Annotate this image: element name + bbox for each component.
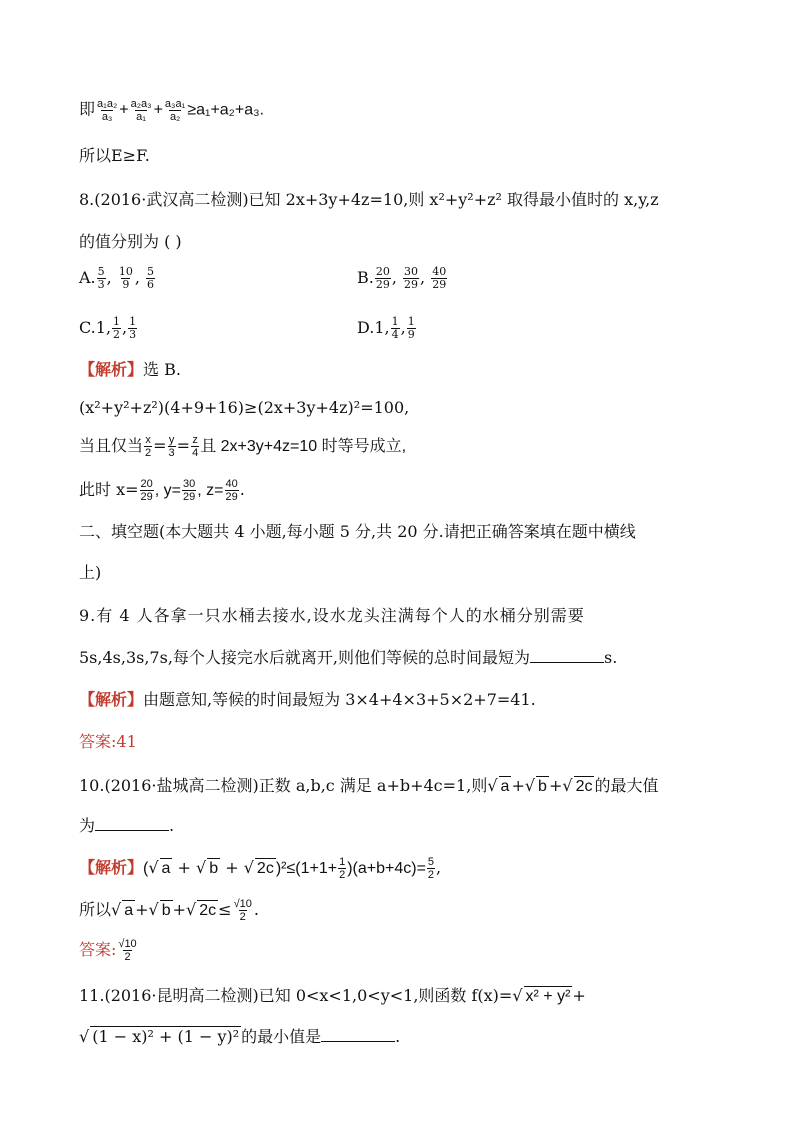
answer-blank: [321, 1027, 395, 1042]
fraction: [146, 266, 155, 291]
numerator: z: [192, 434, 198, 446]
numerator: x: [145, 434, 151, 446]
radical-sign: √: [79, 1027, 90, 1046]
denominator: 4: [391, 328, 399, 341]
fraction: [117, 938, 137, 963]
denominator: 3: [129, 328, 137, 341]
q10-conclusion-line: 所以√ a +√ b +√ 2c ≤ $\frac{√10}{2}$ .: [79, 898, 259, 923]
radical-sign: √: [562, 776, 573, 795]
fraction: [403, 266, 419, 291]
fraction: [182, 478, 196, 503]
q8-step3: [79, 478, 245, 503]
denominator: 2: [427, 869, 435, 881]
radicand: a: [161, 860, 171, 877]
denominator: 2: [239, 911, 246, 923]
analysis-tag: 【解析】: [79, 858, 144, 877]
text: .: [253, 900, 259, 919]
text: 此时 x=: [79, 480, 139, 499]
analysis-text: 由题意知,等候的时间最短为 3×4+4×3+5×2+7=41.: [143, 690, 536, 709]
q11-stem-line1: [79, 986, 586, 1007]
q9-stem-line1: 9.有 4 人各拿一只水桶去接水,设水龙头注满每个人的水桶分别需要: [79, 606, 585, 625]
option-label: C.1,: [79, 318, 112, 337]
eq: =: [176, 436, 191, 455]
fraction: [112, 316, 121, 341]
denominator: a₃: [101, 111, 113, 123]
numerator: 30: [183, 478, 196, 490]
fraction: [164, 98, 186, 123]
denominator: a₂: [169, 111, 181, 123]
numerator: 20: [375, 265, 390, 278]
numerator: 30: [404, 265, 419, 278]
option-label: B.: [357, 268, 374, 287]
fraction: [338, 856, 346, 881]
numerator: a₁a₂: [97, 98, 118, 110]
radical-sign: √: [186, 900, 197, 919]
answer-text: 答案:41: [79, 732, 137, 751]
radicand: b: [209, 860, 219, 877]
radicand: 2c: [256, 860, 274, 877]
denominator: 29: [432, 278, 447, 291]
q10-answer: [79, 938, 139, 963]
fraction: [233, 898, 253, 923]
denominator: 2: [145, 447, 152, 459]
numerator: 10: [118, 265, 133, 278]
text: )(a+b+4c)=: [347, 860, 426, 877]
numerator: 1: [407, 315, 415, 328]
fraction: [391, 316, 400, 341]
fraction: [130, 98, 153, 123]
denominator: 2: [339, 869, 346, 881]
denominator: 6: [147, 278, 155, 291]
numerator: √10: [118, 938, 137, 950]
sep: ,: [420, 268, 426, 287]
numerator: 1: [391, 315, 399, 328]
numerator: √10: [233, 898, 252, 910]
radical-sign: √: [148, 858, 159, 877]
denominator: 3: [168, 447, 175, 459]
text: 且 2x+3y+4z=10 时等号成立,: [200, 438, 407, 455]
radical-sign: √: [111, 900, 122, 919]
text: s.: [604, 648, 618, 667]
denominator: 29: [375, 278, 390, 291]
fraction: [407, 316, 416, 341]
text: .: [239, 480, 245, 499]
sep: ,: [391, 268, 397, 287]
numerator: 20: [140, 478, 153, 490]
tail-text: ≥a₁+a₂+a₃.: [187, 101, 265, 119]
text: ,: [436, 858, 442, 877]
answer-blank: [530, 648, 604, 663]
text: ≤: [218, 900, 232, 919]
text: 10.(2016·盐城高二检测)正数 a,b,c 满足 a+b+4c=1,则: [79, 776, 488, 795]
denominator: 2: [113, 328, 121, 341]
denominator: 4: [192, 447, 199, 459]
text: .: [169, 816, 175, 835]
answer-text: 选 B.: [143, 360, 181, 379]
denominator: a₁: [136, 111, 146, 123]
text: 的最大值: [594, 776, 659, 795]
sep: ,: [106, 268, 112, 287]
sep: ,: [134, 268, 140, 287]
numerator: 1: [339, 856, 346, 868]
q9-analysis-line: [79, 690, 536, 710]
text: )²≤(1+1+: [275, 860, 338, 877]
denominator: 2: [124, 951, 131, 963]
q9-stem-line2: [79, 648, 617, 668]
plus: +: [119, 101, 129, 119]
prefix-text: 即: [79, 101, 96, 119]
denominator: 29: [404, 278, 419, 291]
text: (: [143, 860, 149, 877]
option-label: D.1,: [357, 318, 390, 337]
q10-stem-line1: 10.(2016·盐城高二检测)正数 a,b,c 满足 a+b+4c=1,则√ a +√ b +√ 2c 的最大值: [79, 776, 659, 795]
radicand: a: [124, 902, 134, 919]
conclusion-line: 所以E≥F.: [79, 146, 150, 165]
radical-sign: √: [487, 776, 498, 795]
q8-option-c: [79, 316, 138, 341]
radical-sign: √: [196, 858, 207, 877]
radicand: x² + y²: [525, 988, 571, 1005]
q9-answer: [79, 732, 137, 752]
numerator: a₂a₃: [130, 98, 152, 110]
text: 所以: [79, 900, 112, 919]
q8-option-d: [357, 316, 417, 341]
option-label: A.: [79, 268, 96, 287]
sep: ,: [122, 318, 128, 337]
fraction: [427, 856, 435, 881]
fraction: [168, 434, 176, 459]
analysis-tag: 【解析】: [79, 690, 144, 709]
numerator: 40: [225, 478, 238, 490]
radical-sign: √: [243, 858, 254, 877]
radicand: b: [161, 902, 171, 919]
numerator: 5: [427, 856, 435, 868]
radicand: 2c: [575, 778, 593, 795]
fraction: [431, 266, 447, 291]
answer-blank: [95, 816, 169, 831]
analysis-tag: 【解析】: [79, 360, 144, 379]
denominator: 29: [183, 491, 196, 503]
q10-stem-line2: [79, 816, 174, 836]
q8-stem-line1: 8.(2016·武汉高二检测)已知 2x+3y+4z=10,则 x²+y²+z² 取得最小值时的 x,y,z: [79, 190, 659, 209]
fraction: [140, 478, 154, 503]
numerator: a₃a₁: [164, 98, 186, 110]
inequality-line: [79, 98, 264, 123]
denominator: 3: [97, 278, 105, 291]
numerator: 1: [113, 315, 121, 328]
text: +: [572, 986, 586, 1005]
text: 11.(2016·昆明高二检测)已知 0<x<1,0<y<1,则函数 f(x)=: [79, 986, 513, 1005]
q11-stem-line2: [79, 1026, 400, 1047]
radical-sign: √: [524, 776, 536, 795]
text: 为: [79, 816, 96, 835]
answer-label: 答案:: [79, 940, 117, 959]
denominator: 29: [140, 491, 153, 503]
section-heading-line1: 二、填空题(本大题共 4 小题,每小题 5 分,共 20 分.请把正确答案填在题中横线: [79, 522, 636, 541]
plus: +: [153, 101, 163, 119]
q8-option-a: [79, 266, 156, 291]
fraction: [225, 478, 239, 503]
eq: =: [153, 436, 167, 455]
q8-step2: [79, 434, 406, 459]
text: , z=: [197, 482, 224, 499]
fraction: [96, 98, 118, 123]
numerator: 5: [147, 265, 155, 278]
radicand: b: [538, 778, 547, 795]
radicand: a: [500, 778, 510, 795]
radical-sign: √: [148, 900, 159, 919]
q8-analysis-line: [79, 360, 181, 380]
numerator: 40: [432, 265, 447, 278]
text: , y=: [154, 482, 182, 499]
denominator: 29: [225, 491, 238, 503]
denominator: 9: [407, 328, 415, 341]
text: 当且仅当: [79, 436, 144, 455]
fraction: [128, 316, 137, 341]
radicand: 2c: [199, 902, 217, 919]
text: .: [395, 1027, 401, 1046]
sep: ,: [400, 318, 406, 337]
radicand: (1 − x)² + (1 − y)²: [92, 1027, 240, 1046]
numerator: 5: [97, 265, 105, 278]
fraction: [118, 266, 134, 291]
fraction: [97, 266, 106, 291]
q10-analysis-line: 【解析】(√ a + √ b + √ 2c )²≤(1+1+ $\frac{1}{2}$ )(a+b+4c)= $\frac{5}{2}$ ,: [79, 856, 442, 881]
q8-step1: (x²+y²+z²)(4+9+16)≥(2x+3y+4z)²=100,: [79, 398, 410, 417]
q8-option-b: [357, 266, 448, 291]
denominator: 9: [122, 278, 130, 291]
section-heading-line2: 上): [79, 563, 102, 582]
text: 5s,4s,3s,7s,每个人接完水后就离开,则他们等候的总时间最短为: [79, 648, 530, 667]
fraction: [191, 434, 199, 459]
numerator: y: [168, 434, 175, 446]
q8-stem-line2: 的值分别为 ( ): [79, 232, 182, 251]
fraction: [144, 434, 152, 459]
radical-sign: √: [512, 986, 523, 1005]
fraction: [375, 266, 391, 291]
text: 的最小值是: [241, 1027, 322, 1046]
numerator: 1: [129, 315, 137, 328]
